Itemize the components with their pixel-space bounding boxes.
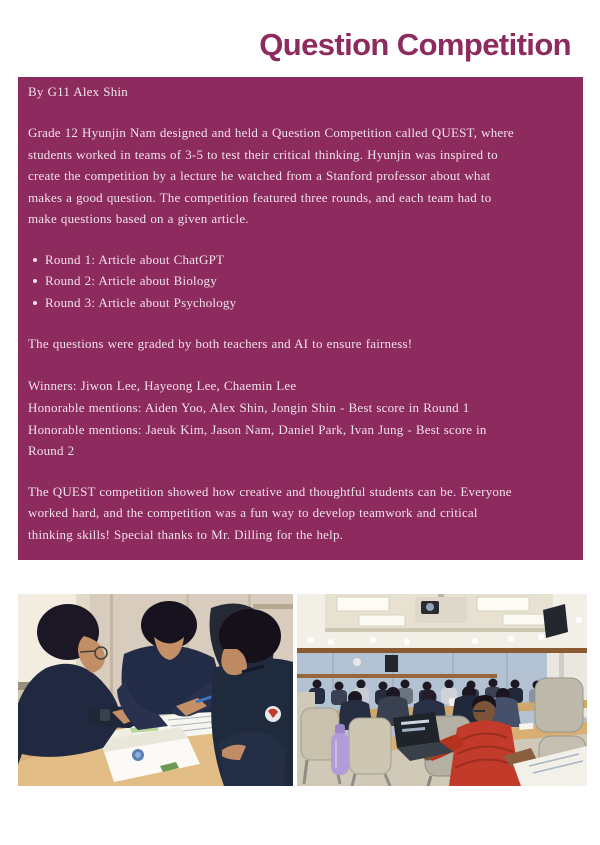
results-block [28, 375, 521, 461]
winners-line: Winners: Jiwon Lee, Hayeong Lee, Chaemin Lee [28, 378, 297, 394]
photo-row [18, 594, 587, 786]
classroom-wide-photo [297, 594, 587, 786]
byline: By G11 Alex Shin [28, 84, 128, 99]
page-title: Question Competition [259, 27, 571, 62]
honorable-mentions-line-1: Honorable mentions: Aiden Yoo, Alex Shin, Jongin Shin - Best score in Round 1 [28, 400, 470, 416]
article-box [18, 77, 583, 560]
round-2-item: Round 2: Article about Biology [32, 270, 521, 291]
rounds-list [28, 249, 521, 313]
intro-paragraph: Grade 12 Hyunjin Nam designed and held a Question Competition called QUEST, where students worked in teams of 3-5 to test their critical thinking. Hyunjin was inspired to create the competition by a lecture he watched from a Stanford professor about what makes a good question. The competition featured three rounds, and each team had to make questions based on a given article. [28, 125, 514, 227]
students-collaborating-photo [18, 594, 293, 786]
student-right [211, 609, 293, 786]
honorable-mentions-line-2: Honorable mentions: Jaeuk Kim, Jason Nam, Daniel Park, Ivan Jung - Best score in Round 2 [28, 421, 487, 459]
grading-note: The questions were graded by both teachers and AI to ensure fairness! [28, 335, 413, 351]
round-1-item: Round 1: Article about ChatGPT [32, 249, 521, 270]
closing-paragraph: The QUEST competition showed how creative and thoughtful students can be. Everyone worked hard, and the competition was a fun way to develop teamwork and critical thinking skills! Special thanks to Mr. Dilling for the help. [28, 483, 512, 543]
round-3-item: Round 3: Article about Psychology [32, 292, 521, 313]
